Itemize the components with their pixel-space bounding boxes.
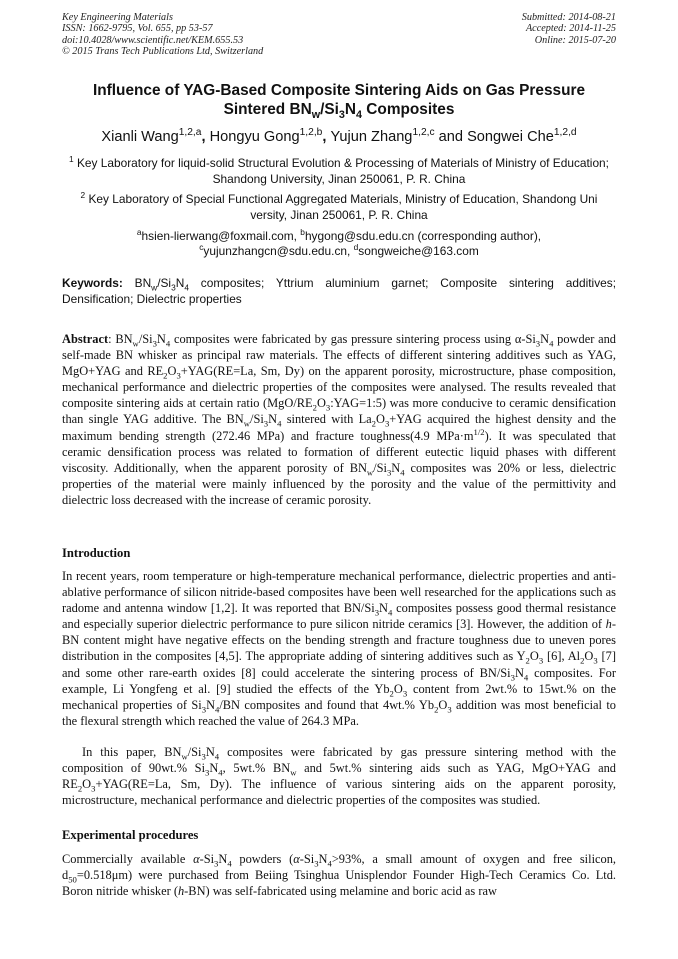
section-heading-introduction: Introduction bbox=[62, 546, 131, 560]
email-link[interactable]: yujunzhangcn@sdu.edu.cn, bbox=[203, 244, 354, 258]
author: Songwei Che$^{1,2,d}$ bbox=[467, 127, 577, 145]
affiliation-2: $^2$ Key Laboratory of Special Functional Aggregated Materials, Ministry of Education, Shandong Uni versity, Jinan 250061, P. R. China bbox=[80, 190, 598, 222]
issn-volume: ISSN: 1662-9795, Vol. 655, pp 53-57 bbox=[62, 23, 213, 35]
keywords: Keywords: $BN_w/Si_3N_4$ composites; Yttrium aluminium garnet; Composite sintering additives; Densification; Dielectric properties bbox=[62, 276, 616, 306]
author: Xianli Wang$^{1,2,a}$ bbox=[101, 127, 202, 145]
online-date: Online: 2015-07-20 bbox=[534, 34, 616, 46]
section-heading-experimental: Experimental procedures bbox=[62, 828, 199, 842]
affiliation-1: $^1$ Key Laboratory for liquid-solid Structural Evolution & Processing of Materials of Ministry of Education; Shandong University, Jinan 250061, P. R. China bbox=[69, 154, 609, 186]
author: Yujun Zhang$^{1,2,c}$ bbox=[330, 127, 435, 145]
publication-dates bbox=[522, 12, 616, 46]
abstract: Abstract: $BN_w/Si_3N_4$ composites were fabricated by gas pressure sintering process using $\alpha-Si_3N_4$ powder and self-made BN whisker as principal raw materials. The effects of different sintering additives such as YAG, MgO+YAG and $RE_2O_3+YAG(RE=La$, Sm, Dy) on the apparent porosity, microstructure, phase composition, mechanical performance and dielectric properties of the composites were analysed. The results revealed that composite sintering aids at certain ratio $(MgO/RE_2O_3:YAG=1:5)$ was more conducive to ceramic densification than single YAG additive. The $BN_w/Si_3N_4$ sintered with $La_2O_3+YAG$ acquired the highest density and the maximum bending strength (272.46 MPa) and fracture toughness(4.9 $MPa\cdot m^{1/2}$). It was speculated that ceramic densification process was related to formation of different eutectic liquid phases with different viscosity. Additionally, when the apparent porosity of $BN_w/Si_3N_4$ composites was 20% or less, dielectric properties of the material were mainly influenced by the porosity and the value of the permittivity and dielectric loss decreased with the increase of ceramic porosity. bbox=[62, 332, 617, 507]
doi[interactable]: doi:10.4028/www.scientific.net/KEM.655.53 bbox=[62, 34, 244, 46]
introduction-paragraph: In recent years, room temperature or high-temperature mechanical performance, dielectric properties and anti-ablative performance of silicon nitride-based composites have been well researched for the applications such as radome and antenna window [1,2]. It was reported that $BN/Si_3N_4$ composites possess good thermal resistance and especially superior dielectric performance to pure silicon nitride ceramics [3]. However, the addition of h-BN content might have negative effects on the bending strength and fracture toughness due to uneven pores distribution in the composites [4,5]. The appropriate adding of sintering additives such as $Y_2O_3$ [6], $Al_2O_3$ [7] and some other rare-earth oxides [8] could accelerate the sintering process of $BN/Si_3N_4$ composites. For example, Li Yongfeng et al. [9] studied the effects of the $Yb_2O_3$ content from 2wt.% to 15wt.% on the mechanical properties of $Si_3N_4/BN$ composites and found that 4wt.% $Yb_2O_3$ addition was most beneficial to the flexural strength which reached the value of 264.3 MPa. bbox=[62, 569, 616, 728]
copyright: © 2015 Trans Tech Publications Ltd, Switzerland bbox=[62, 46, 264, 58]
author: Hongyu Gong$^{1,2,b}$ bbox=[209, 127, 323, 145]
journal-info bbox=[62, 12, 263, 58]
author-list: Xianli Wang$^{1,2,a}$, Hongyu Gong$^{1,2,b}$, Yujun Zhang$^{1,2,c}$ and Songwei Che$^{1,2,d}$ bbox=[101, 127, 577, 145]
email-link[interactable]: hygong@sdu.edu.cn (corresponding author), bbox=[304, 229, 542, 243]
email-link[interactable]: hsien-lierwang@foxmail.com, bbox=[141, 229, 301, 243]
experimental-paragraph: Commercially available $\alpha-Si_3N_4$ powders ($\alpha-Si_3N_4>93\%$, a small amount of oxygen and free silicon, $d_{50}=0.518\mu m$) were purchased from Beiing Tsinghua Unisplendor Founder High-Tech Ceramics Co. Ltd. Boron nitride whisker (h-BN) was self-fabricated using melamine and boric acid as raw bbox=[62, 852, 616, 899]
email-link[interactable]: songweiche@163.com bbox=[358, 244, 479, 258]
journal-name: Key Engineering Materials bbox=[62, 12, 173, 23]
paper-title: Influence of YAG-Based Composite Sintering Aids on Gas Pressure Sintered $BN_w/Si_3N_4$ Composites bbox=[92, 82, 586, 122]
introduction-paragraph: In this paper, $BN_w/Si_3N_4$ composites were fabricated by gas pressure sintering method with the composition of 90wt.% $Si_3N_4$, 5wt.% $BN_w$ and 5wt.% sintering aids such as YAG, MgO+YAG and $RE_2O_3+YAG(RE=La$, Sm, Dy). The influence of various sintering aids on the apparent porosity, microstructure, mechanical performance and dielectric properties of the composites was studied. bbox=[62, 745, 616, 808]
author-emails: $^a$hsien-lierwang@foxmail.com, $^b$hygong@sdu.edu.cn (corresponding author), $^c$yujunzhangcn@sdu.edu.cn, $^d$songweiche@163.com bbox=[136, 227, 542, 258]
submitted-date: Submitted: 2014-08-21 bbox=[521, 12, 616, 23]
accepted-date: Accepted: 2014-11-25 bbox=[525, 23, 616, 35]
